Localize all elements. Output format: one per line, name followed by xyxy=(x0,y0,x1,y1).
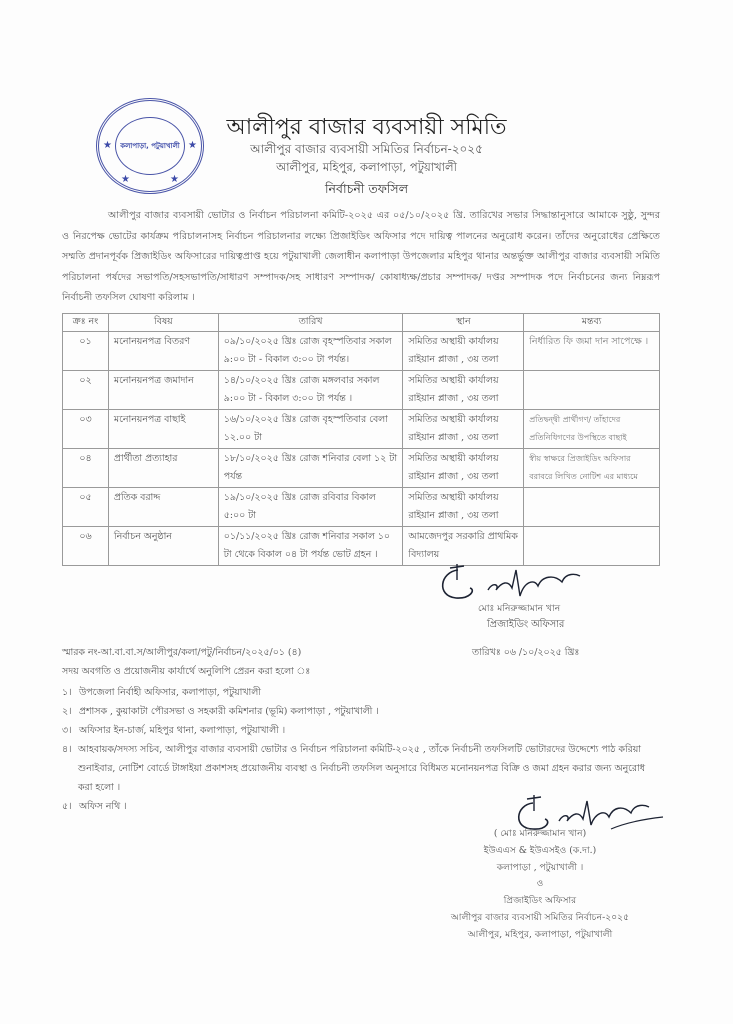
table-row xyxy=(63,371,660,410)
header-date: তারিখ xyxy=(218,314,403,332)
list-item xyxy=(62,740,662,797)
election-schedule-table xyxy=(62,313,660,566)
list-text: অফিসার ইন-চার্জ, মহিপুর থানা, কলাপাড়া, পটুয়াখালী । xyxy=(78,725,286,736)
date-cell: ১৯/১০/২০২৫ খ্রিঃ রোজ রবিবার বিকাল ৫:০০ টা xyxy=(218,488,403,527)
election-name: আলীপুর বাজার ব্যবসায়ী সমিতির নির্বাচন-২০২৫ xyxy=(250,142,483,156)
list-number: ৫। xyxy=(62,801,72,812)
signature-mark xyxy=(430,562,630,604)
subject-cell: নির্বাচন অনুষ্ঠান xyxy=(108,527,218,566)
list-number: ২। xyxy=(62,706,72,717)
date-cell: ১৬/১০/২০২৫ খ্রিঃ রোজ বৃহস্পতিবার বেলা ১২.০০ টা xyxy=(218,410,403,449)
remarks-cell: স্বীয় স্বাক্ষরে প্রিজাইডিং অফিসার বরাবরে লিখিত নোটিশ এর মাধ্যমে xyxy=(524,449,660,488)
signatory-address: আলীপুর, মহিপুর, কলাপাড়া, পটুয়াখালী xyxy=(467,929,613,940)
copy-distribution-intro: সদয় অবগতি ও প্রয়োজনীয় কার্যার্থে অনুলিপি প্রেরন করা হলো ঃ xyxy=(62,666,311,677)
table-row xyxy=(63,449,660,488)
list-text: প্রশাসক , কুয়াকাটা পৌরসভা ও সহকারী কমিশনার (ভূমি) কলাপাড়া , পটুয়াখালী । xyxy=(78,706,379,717)
signatory-location: কলাপাড়া , পটুয়াখালী । xyxy=(496,862,584,873)
serial-cell: ০৬ xyxy=(63,527,109,566)
header-serial: ক্রঃ নং xyxy=(63,314,109,332)
remarks-cell: নির্ধারিত ফি জমা দান সাপেক্ষে । xyxy=(524,332,660,371)
subject-cell: প্রার্থীতা প্রত্যাহার xyxy=(108,449,218,488)
place-cell: সমিতির অস্থায়ী কার্যালয় রাইয়ান প্লাজা , ৩য় তলা xyxy=(403,371,524,410)
subject-cell: মনোনয়নপত্র বাছাই xyxy=(108,410,218,449)
place-cell: আমজেদপুর সরকারি প্রাথমিক বিদ্যালয় xyxy=(403,527,524,566)
header-subject: বিষয় xyxy=(108,314,218,332)
intro-paragraph: আলীপুর বাজার ব্যবসায়ী ভোটার ও নির্বাচন পরিচালনা কমিটি-২০২৫ এর ০৫/১০/২০২৫ খ্রি. তারিখের সভার সিদ্ধান্তানুসারে আমাকে সুষ্ঠু, সুন্দর ও নিরপেক্ষ ভোটের কার্যক্রম পরিচালনাসহ নির্বাচন পরিচালনার লক্ষ্যে প্রিজাইডিং অফিসার পদে দায়িত্ব পালনের অনুরোধ করেন। তাঁদের অনুরোধের প্রেক্ষিতে সম্মতি প্রদানপূর্বক প্রিজাইডিং অফিসারের দায়িত্বপ্রাপ্ত হয়ে পটুয়াখালী জেলাধীন কলাপাড়া উপজেলার মহিপুর থানার অন্তর্ভুক্ত আলীপুর বাজার ব্যবসায়ী সমিতি পরিচালনা পর্ষদের সভাপতি/সহসভাপতি/সাধারণ সম্পাদক/সহ সাধারণ সম্পাদক/ কোষাধ্যক্ষ/প্রচার সম্পাদক/ দপ্তর সম্পাদক পদে নির্বাচনের জন্য নিম্নরূপ নির্বাচনী তফসিল ঘোষণা করিলাম । xyxy=(62,210,660,303)
document-title: নির্বাচনী তফসিল xyxy=(324,181,409,196)
star-icon: ★ xyxy=(170,174,179,185)
presiding-officer-name: মোঃ মনিরুজ্জামান খান xyxy=(478,603,561,614)
list-number: ৪। xyxy=(62,744,72,755)
remarks-cell: প্রতিদ্বন্দ্বী প্রার্থীগণ/ তাঁহাদের প্রতিনিধিগণের উপস্থিতে বাছাই xyxy=(524,410,660,449)
place-cell: সমিতির অস্থায়ী কার্যালয় রাইয়ান প্লাজা , ৩য় তলা xyxy=(403,332,524,371)
star-icon: ★ xyxy=(188,140,197,151)
list-text: উপজেলা নির্বাহী অফিসার, কলাপাড়া, পটুয়াখালী xyxy=(78,687,261,698)
subject-cell: মনোনয়নপত্র জমাদান xyxy=(108,371,218,410)
date-cell: ১৪/১০/২০২৫ খ্রিঃ রোজ মঙ্গলবার সকাল ৯:০০ টা - বিকাল ৩:০০ টা পর্যন্ত । xyxy=(218,371,403,410)
seal-center-text: কলাপাড়া, পটুয়াখালী xyxy=(120,142,180,150)
place-cell: সমিতির অস্থায়ী কার্যালয় রাইয়ান প্লাজা , ৩য় তলা xyxy=(403,449,524,488)
subject-cell: মনোনয়নপত্র বিতরণ xyxy=(108,332,218,371)
serial-cell: ০২ xyxy=(63,371,109,410)
table-row xyxy=(63,488,660,527)
signatory-designation: ইউএএস & ইউএসইও (ক.দা.) xyxy=(483,845,597,856)
list-text: অফিস নথি । xyxy=(78,801,127,812)
list-item xyxy=(62,721,662,740)
organization-address: আলীপুর, মহিপুর, কলাপাড়া, পটুয়াখালী xyxy=(276,160,457,174)
table-row xyxy=(63,332,660,371)
remarks-cell xyxy=(524,488,660,527)
signatory-role: প্রিজাইডিং অফিসার xyxy=(503,895,577,906)
date-cell: ১৮/১০/২০২৫ খ্রিঃ রোজ শনিবার বেলা ১২ টা পর্যন্ত xyxy=(218,449,403,488)
list-item xyxy=(62,702,662,721)
remarks-cell xyxy=(524,371,660,410)
list-text: আহবায়ক/সদস্য সচিব, আলীপুর বাজার ব্যবসায়ী ভোটার ও নির্বাচন পরিচালনা কমিটি-২০২৫ , তাঁকে নির্বাচনী তফসিলটি ভোটারদের উদ্দেশ্যে পাঠ করিয়া শুনাইবার, নোটিশ বোর্ডে টাঙ্গাইয়া প্রকাশসহ প্রয়োজনীয় ব্যবস্থা ও নির্বাচনী তফসিল অনুসারে বিধিমত মনোনয়নপত্র বিক্রি ও জমা গ্রহন করার জন্য অনুরোধ করা হলো । xyxy=(78,744,646,793)
serial-cell: ০৫ xyxy=(63,488,109,527)
date-cell: ০১/১১/২০২৫ খ্রিঃ রোজ শনিবার সকাল ১০ টা থেকে বিকাল ০৪ টা পর্যন্ত ভোট গ্রহন । xyxy=(218,527,403,566)
header-remarks: মন্তব্য xyxy=(524,314,660,332)
conjunction-text: ও xyxy=(536,878,544,889)
table-row xyxy=(63,410,660,449)
list-number: ৩। xyxy=(62,725,72,736)
signatory-name: ( মোঃ মনিরুজ্জামান খান) xyxy=(493,828,587,839)
table-header-row xyxy=(63,314,660,332)
remarks-cell xyxy=(524,527,660,566)
header-place: স্থান xyxy=(403,314,524,332)
table-row xyxy=(63,527,660,566)
subject-cell: প্রতিক বরাদ্দ xyxy=(108,488,218,527)
place-cell: সমিতির অস্থায়ী কার্যালয় রাইয়ান প্লাজা , ৩য় তলা xyxy=(403,410,524,449)
memo-date: তারিখঃ ০৬ /১০/২০২৫ খ্রিঃ xyxy=(472,647,580,658)
date-cell: ০৯/১০/২০২৫ খ্রিঃ রোজ বৃহস্পতিবার সকাল ৯:০০ টা - বিকাল ৩:০০ টা পর্যন্ত। xyxy=(218,332,403,371)
memo-reference: স্মারক নং-আ.বা.বা.স/আলীপুর/কলা/পটু/নির্বাচন/২০২৫/০১ (৪) xyxy=(62,647,302,658)
serial-cell: ০১ xyxy=(63,332,109,371)
serial-cell: ০৩ xyxy=(63,410,109,449)
presiding-officer-role: প্রিজাইডিং অফিসার xyxy=(487,619,565,630)
signatory-election: আলীপুর বাজার ব্যবসায়ী সমিতির নির্বাচন-২০২৫ xyxy=(450,912,630,923)
serial-cell: ০৪ xyxy=(63,449,109,488)
star-icon: ★ xyxy=(121,174,130,185)
star-icon: ★ xyxy=(103,140,112,151)
list-item xyxy=(62,683,662,702)
organization-name: আলীপুর বাজার ব্যবসায়ী সমিতি xyxy=(226,115,507,140)
place-cell: সমিতির অস্থায়ী কার্যালয় রাইয়ান প্লাজা , ৩য় তলা xyxy=(403,488,524,527)
list-number: ১। xyxy=(62,687,72,698)
